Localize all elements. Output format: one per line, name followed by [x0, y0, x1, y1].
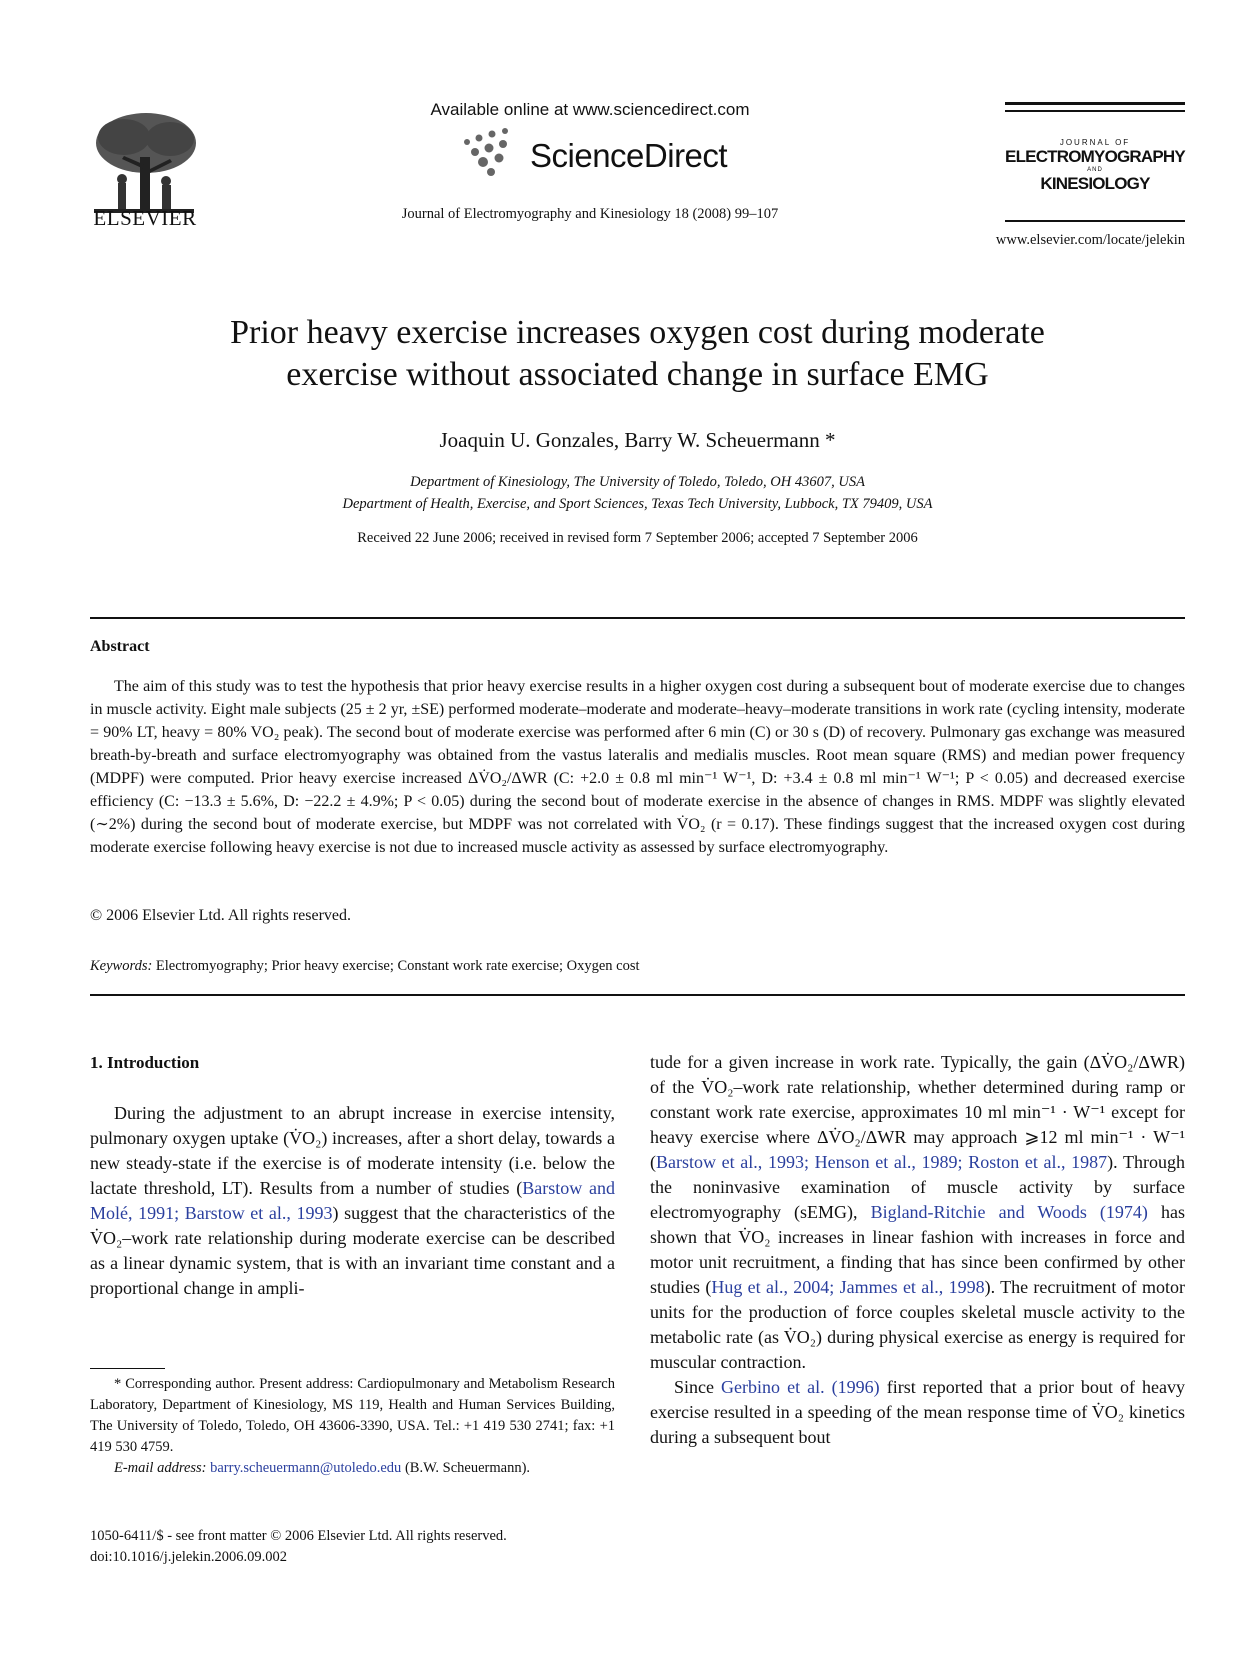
keywords: [90, 958, 1185, 975]
article-authors: Joaquin U. Gonzales, Barry W. Scheuermann *: [439, 428, 836, 452]
text-run: ) suggest that the characteristics of the V̇O₂–work rate relationship during moderate exercise can be described as a linear dynamic system, that is with an invariant time constant and a proportional change in ampli-: [90, 1203, 615, 1298]
available-online-text: Available online at www.sciencedirect.com: [430, 100, 750, 119]
text-run: During the adjustment to an abrupt increase in exercise intensity, pulmonary oxygen uptake (V̇O₂) increases, after a short delay, towards a new steady-state if the exercise is of moderate intensity (i.e. below the lactate threshold, LT). Results from a number of studies (: [90, 1103, 615, 1198]
abstract-body: [90, 675, 1185, 859]
article-title: [90, 312, 1185, 396]
abstract-rule-bottom: [90, 994, 1185, 996]
journal-citation: Journal of Electromyography and Kinesiology 18 (2008) 99–107: [401, 206, 779, 222]
journal-logo: [1005, 138, 1185, 194]
text-run: ). Through the noninvasive examination of muscle activity by surface electromyography (sEMG),: [650, 1152, 1185, 1222]
sciencedirect-wordmark: ScienceDirect: [530, 137, 728, 174]
section-heading-introduction: 1. Introduction: [90, 1053, 200, 1072]
keywords-list: Electromyography; Prior heavy exercise; Constant work rate exercise; Oxygen cost: [155, 958, 640, 974]
received-dates: Received 22 June 2006; received in revised form 7 September 2006; accepted 7 September 2006: [357, 530, 918, 546]
header-rule-thin: [1005, 110, 1185, 112]
journal-logo-line3: AND: [1087, 167, 1103, 173]
text-run: first reported that a prior bout of heavy exercise resulted in a speeding of the mean response time of V̇O₂ kinetics during a subsequent bout: [650, 1377, 1186, 1447]
header-rule-thick: [1005, 102, 1185, 105]
page-footer: [90, 1526, 690, 1568]
abstract-paragraph: The aim of this study was to test the hypothesis that prior heavy exercise results in a higher oxygen cost during a subsequent bout of moderate exercise due to changes in muscle activity. Eight male subjects (25 ± 2 yr, ±SE) performed moderate–moderate and moderate–heavy–moderate transitions in work rate (cycling intensity, moderate = 90% LT, heavy = 80% VO₂ peak). The second bout of moderate exercise was performed after 6 min (C) or 30 s (D) of recovery. Pulmonary gas exchange was measured breath-by-breath and surface electromyography was obtained from the vastus lateralis and medialis muscles. Root mean square (RMS) and median power frequency (MDPF) were computed. Prior heavy exercise increased ΔV̇O₂/ΔWR (C: +2.0 ± 0.8 ml min⁻¹ W⁻¹, D: +3.4 ± 0.8 ml min⁻¹ W⁻¹; P < 0.05) and decreased exercise efficiency (C: −13.3 ± 5.6%, D: −22.2 ± 4.9%; P < 0.05) during the second bout of moderate exercise in the absence of changes in RMS. MDPF was slightly elevated (∼2%) during the second bout of moderate exercise, but MDPF was not correlated with V̇O₂ (r = 0.17). These findings suggest that the increased oxygen cost during moderate exercise following heavy exercise is not due to increased muscle activity as assessed by surface electromyography.: [90, 678, 1186, 856]
body-column-right: [650, 1050, 1185, 1450]
citation-link[interactable]: Hug et al., 2004; Jammes et al., 1998: [711, 1277, 985, 1297]
elsevier-wordmark: ELSEVIER: [93, 206, 197, 230]
footnote-corresponding-author: * Corresponding author. Present address: Cardiopulmonary and Metabolism Research Laboratory, Department of Kinesiology, MS 119, Health and Human Services Building, The University of Toledo, Toledo, OH 43606-3390, USA. Tel.: +1 419 530 2741; fax: +1 419 530 4759.: [90, 1376, 615, 1455]
abstract-copyright: © 2006 Elsevier Ltd. All rights reserved.: [90, 907, 351, 924]
footer-doi: doi:10.1016/j.jelekin.2006.09.002: [90, 1549, 287, 1565]
email-suffix: (B.W. Scheuermann).: [401, 1460, 531, 1476]
abstract-heading: Abstract: [90, 638, 150, 655]
text-run: has shown that V̇O₂ increases in linear fashion with increases in force and motor unit recruitment, a finding that has since been confirmed by other studies (: [650, 1202, 1185, 1297]
article-title-line1: Prior heavy exercise increases oxygen cost during moderate: [230, 314, 1045, 351]
citation-link[interactable]: Gerbino et al. (1996): [721, 1377, 880, 1397]
text-run: ). The recruitment of motor units for the production of force couples skeletal muscle activity to the metabolic rate (as V̇O₂) during physical exercise as energy is required for muscular contraction.: [650, 1277, 1185, 1372]
citation-link[interactable]: Bigland-Ritchie and Woods (1974): [870, 1202, 1148, 1222]
footnote-email: [90, 1458, 615, 1479]
intro-paragraph-2: [650, 1375, 1185, 1450]
email-link[interactable]: barry.scheuermann@utoledo.edu: [210, 1460, 402, 1476]
citation-link[interactable]: Barstow et al., 1993; Henson et al., 1989; Roston et al., 1987: [656, 1152, 1108, 1172]
intro-paragraph-1-continued: [650, 1050, 1185, 1375]
intro-paragraph-1: [90, 1101, 615, 1301]
journal-logo-line1: JOURNAL OF: [1059, 138, 1131, 147]
text-run: Since: [674, 1377, 722, 1397]
footer-front-matter: 1050-6411/$ - see front matter © 2006 Elsevier Ltd. All rights reserved.: [90, 1528, 507, 1544]
header-rule-bottom: [1005, 220, 1185, 222]
journal-url[interactable]: www.elsevier.com/locate/jelekin: [995, 232, 1185, 248]
article-title-line2: exercise without associated change in surface EMG: [286, 356, 989, 393]
footnote-rule: [90, 1368, 165, 1369]
affiliation-2: Department of Health, Exercise, and Sport Sciences, Texas Tech University, Lubbock, TX 79409, USA: [342, 496, 933, 512]
email-label: E-mail address:: [114, 1460, 207, 1476]
affiliation-1: Department of Kinesiology, The University of Toledo, Toledo, OH 43607, USA: [410, 474, 865, 490]
body-column-left: [90, 1101, 615, 1301]
footnote: [90, 1374, 615, 1479]
journal-logo-line2: ELECTROMYOGRAPHY: [1005, 147, 1185, 166]
keywords-label: Keywords:: [90, 958, 153, 974]
citation-link[interactable]: Barstow and Molé, 1991; Barstow et al., 1993: [90, 1178, 615, 1223]
sciencedirect-dots-icon: [455, 128, 535, 180]
journal-logo-line4: KINESIOLOGY: [1040, 174, 1150, 193]
abstract-rule-top: [90, 617, 1185, 619]
text-run: tude for a given increase in work rate. Typically, the gain (ΔV̇O₂/ΔWR) of the V̇O₂–work rate relationship, whether determined during ramp or constant work rate exercise, approximates 10 ml min⁻¹ · W⁻¹ except for heavy exercise where ΔV̇O₂/ΔWR may approach ⩾12 ml min⁻¹ · W⁻¹ (: [650, 1052, 1185, 1172]
